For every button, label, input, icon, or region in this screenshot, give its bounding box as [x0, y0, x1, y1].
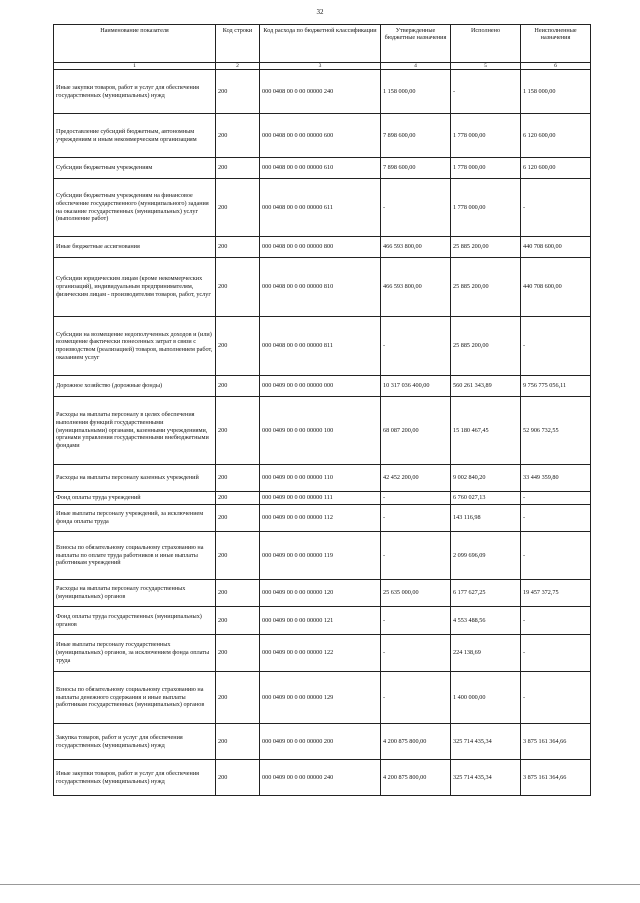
row-unexecuted-amount: - [521, 505, 591, 532]
row-unexecuted-amount: 6 120 600,00 [521, 158, 591, 179]
row-executed-amount: 143 116,98 [451, 505, 521, 532]
row-approved-amount: 1 158 000,00 [381, 70, 451, 114]
row-name: Взносы по обязательному социальному страхованию на выплаты по оплате труда работников и иные выплаты работникам учреждений [54, 532, 216, 580]
header-approved: Утвержденные бюджетные назначения [381, 25, 451, 63]
row-line-code: 200 [216, 179, 260, 237]
row-executed-amount: 1 778 000,00 [451, 158, 521, 179]
row-executed-amount: 560 261 343,89 [451, 376, 521, 397]
header-name: Наименование показателя [54, 25, 216, 63]
row-approved-amount: - [381, 532, 451, 580]
row-classification-code: 000 0409 00 0 00 00000 111 [260, 492, 381, 505]
row-name: Фонд оплаты труда государственных (муниципальных) органов [54, 607, 216, 635]
row-unexecuted-amount: 52 906 732,55 [521, 397, 591, 465]
row-classification-code: 000 0409 00 0 00 00000 240 [260, 760, 381, 796]
row-executed-amount: 25 885 200,00 [451, 237, 521, 258]
row-approved-amount: - [381, 317, 451, 376]
table-row [54, 492, 591, 505]
row-classification-code: 000 0408 00 0 00 00000 610 [260, 158, 381, 179]
table-row [54, 317, 591, 376]
row-name: Субсидии юридическим лицам (кроме некоммерческих организаций), индивидуальным предпринимателям, физическим лицам - производителям товаров, работ, услуг [54, 258, 216, 317]
row-name: Иные выплаты персоналу учреждений, за исключением фонда оплаты труда [54, 505, 216, 532]
row-classification-code: 000 0409 00 0 00 00000 110 [260, 465, 381, 492]
column-number: 2 [216, 63, 260, 70]
row-classification-code: 000 0408 00 0 00 00000 810 [260, 258, 381, 317]
row-line-code: 200 [216, 158, 260, 179]
row-approved-amount: 466 593 800,00 [381, 258, 451, 317]
row-unexecuted-amount: 440 708 600,00 [521, 237, 591, 258]
row-line-code: 200 [216, 492, 260, 505]
row-line-code: 200 [216, 635, 260, 672]
row-classification-code: 000 0408 00 0 00 00000 240 [260, 70, 381, 114]
table-body [54, 70, 591, 796]
table-header-row [54, 25, 591, 63]
row-name: Взносы по обязательному социальному страхованию на выплаты денежного содержания и иные выплаты работникам государственных (муниципальных) органов [54, 672, 216, 724]
table-row [54, 724, 591, 760]
page-number: 32 [316, 8, 324, 16]
row-name: Предоставление субсидий бюджетным, автономным учреждениям и иным некоммерческим организациям [54, 114, 216, 158]
row-unexecuted-amount: 440 708 600,00 [521, 258, 591, 317]
row-classification-code: 000 0408 00 0 00 00000 800 [260, 237, 381, 258]
row-line-code: 200 [216, 580, 260, 607]
row-approved-amount: 10 317 036 400,00 [381, 376, 451, 397]
row-line-code: 200 [216, 505, 260, 532]
row-unexecuted-amount: 33 449 359,80 [521, 465, 591, 492]
row-line-code: 200 [216, 70, 260, 114]
column-number: 5 [451, 63, 521, 70]
row-name: Субсидии бюджетным учреждениям [54, 158, 216, 179]
row-executed-amount: 224 138,69 [451, 635, 521, 672]
table-row [54, 376, 591, 397]
row-unexecuted-amount: - [521, 179, 591, 237]
row-unexecuted-amount: 3 875 161 364,66 [521, 724, 591, 760]
row-line-code: 200 [216, 317, 260, 376]
row-classification-code: 000 0409 00 0 00 00000 200 [260, 724, 381, 760]
row-approved-amount: - [381, 492, 451, 505]
row-unexecuted-amount: 1 158 000,00 [521, 70, 591, 114]
table-row [54, 258, 591, 317]
row-line-code: 200 [216, 724, 260, 760]
row-unexecuted-amount: - [521, 672, 591, 724]
column-number: 6 [521, 63, 591, 70]
row-classification-code: 000 0409 00 0 00 00000 122 [260, 635, 381, 672]
row-executed-amount: 1 778 000,00 [451, 179, 521, 237]
row-executed-amount: 25 885 200,00 [451, 317, 521, 376]
row-unexecuted-amount: - [521, 317, 591, 376]
row-approved-amount: - [381, 672, 451, 724]
row-executed-amount: 325 714 435,34 [451, 724, 521, 760]
row-line-code: 200 [216, 672, 260, 724]
table-row [54, 760, 591, 796]
row-name: Дорожное хозяйство (дорожные фонды) [54, 376, 216, 397]
row-classification-code: 000 0409 00 0 00 00000 120 [260, 580, 381, 607]
row-executed-amount: 325 714 435,34 [451, 760, 521, 796]
row-line-code: 200 [216, 760, 260, 796]
table-row [54, 465, 591, 492]
row-name: Закупка товаров, работ и услуг для обеспечения государственных (муниципальных) нужд [54, 724, 216, 760]
row-approved-amount: 4 200 875 800,00 [381, 760, 451, 796]
row-approved-amount: 7 898 600,00 [381, 114, 451, 158]
header-class-code: Код расхода по бюджетной классификации [260, 25, 381, 63]
table-row [54, 114, 591, 158]
table-row [54, 635, 591, 672]
row-executed-amount: 1 778 000,00 [451, 114, 521, 158]
row-name: Расходы на выплаты персоналу государственных (муниципальных) органов [54, 580, 216, 607]
row-name: Субсидии на возмещение недополученных доходов и (или) возмещение фактически понесенных затрат в связи с производством (реализацией) товаров, выполнением работ, оказанием услуг [54, 317, 216, 376]
row-executed-amount: 9 002 840,20 [451, 465, 521, 492]
row-name: Иные бюджетные ассигнования [54, 237, 216, 258]
row-classification-code: 000 0408 00 0 00 00000 600 [260, 114, 381, 158]
row-approved-amount: 466 593 800,00 [381, 237, 451, 258]
header-unexecuted: Неисполненные назначения [521, 25, 591, 63]
table-row [54, 397, 591, 465]
column-number: 1 [54, 63, 216, 70]
row-executed-amount: 4 553 488,56 [451, 607, 521, 635]
row-unexecuted-amount: - [521, 635, 591, 672]
row-line-code: 200 [216, 376, 260, 397]
row-unexecuted-amount: 9 756 775 056,11 [521, 376, 591, 397]
row-executed-amount: 2 099 696,09 [451, 532, 521, 580]
row-name: Иные закупки товаров, работ и услуг для обеспечения государственных (муниципальных) нужд [54, 70, 216, 114]
table-row [54, 672, 591, 724]
row-executed-amount: 1 400 000,00 [451, 672, 521, 724]
row-unexecuted-amount: 19 457 372,75 [521, 580, 591, 607]
row-unexecuted-amount: - [521, 607, 591, 635]
row-executed-amount: 25 885 200,00 [451, 258, 521, 317]
row-approved-amount: 42 452 200,00 [381, 465, 451, 492]
row-classification-code: 000 0409 00 0 00 00000 129 [260, 672, 381, 724]
row-executed-amount: - [451, 70, 521, 114]
table-row [54, 70, 591, 114]
row-line-code: 200 [216, 114, 260, 158]
row-name: Фонд оплаты труда учреждений [54, 492, 216, 505]
row-approved-amount: - [381, 505, 451, 532]
row-classification-code: 000 0409 00 0 00 00000 121 [260, 607, 381, 635]
table-row [54, 505, 591, 532]
row-line-code: 200 [216, 465, 260, 492]
row-unexecuted-amount: - [521, 492, 591, 505]
table-row [54, 237, 591, 258]
row-approved-amount: - [381, 635, 451, 672]
row-executed-amount: 6 177 627,25 [451, 580, 521, 607]
row-executed-amount: 6 760 027,13 [451, 492, 521, 505]
row-unexecuted-amount: - [521, 532, 591, 580]
row-name: Субсидии бюджетным учреждениям на финансовое обеспечение государственного (муниципального) задания на оказание государственных (муниципальных) услуг (выполнение работ) [54, 179, 216, 237]
row-line-code: 200 [216, 607, 260, 635]
row-name: Расходы на выплаты персоналу в целях обеспечения выполнения функций государственными (муниципальными) органами, казенными учреждениями, органами управления государственными внебюджетными фондами [54, 397, 216, 465]
row-unexecuted-amount: 6 120 600,00 [521, 114, 591, 158]
table-row [54, 532, 591, 580]
row-classification-code: 000 0409 00 0 00 00000 100 [260, 397, 381, 465]
row-line-code: 200 [216, 532, 260, 580]
row-unexecuted-amount: 3 875 161 364,66 [521, 760, 591, 796]
row-name: Иные закупки товаров, работ и услуг для обеспечения государственных (муниципальных) нужд [54, 760, 216, 796]
row-classification-code: 000 0409 00 0 00 00000 119 [260, 532, 381, 580]
row-name: Расходы на выплаты персоналу казенных учреждений [54, 465, 216, 492]
page-bottom-rule [0, 884, 640, 885]
table-row [54, 179, 591, 237]
row-classification-code: 000 0408 00 0 00 00000 611 [260, 179, 381, 237]
row-line-code: 200 [216, 237, 260, 258]
row-approved-amount: - [381, 607, 451, 635]
budget-execution-table [53, 24, 591, 796]
row-line-code: 200 [216, 258, 260, 317]
row-executed-amount: 15 180 467,45 [451, 397, 521, 465]
header-line-code: Код строки [216, 25, 260, 63]
column-number: 4 [381, 63, 451, 70]
row-line-code: 200 [216, 397, 260, 465]
row-approved-amount: 68 087 200,00 [381, 397, 451, 465]
header-executed: Исполнено [451, 25, 521, 63]
row-approved-amount: - [381, 179, 451, 237]
row-name: Иные выплаты персоналу государственных (муниципальных) органов, за исключением фонда оплаты труда [54, 635, 216, 672]
row-approved-amount: 25 635 000,00 [381, 580, 451, 607]
row-approved-amount: 4 200 875 800,00 [381, 724, 451, 760]
row-classification-code: 000 0409 00 0 00 00000 112 [260, 505, 381, 532]
column-number-row [54, 63, 591, 70]
row-classification-code: 000 0408 00 0 00 00000 811 [260, 317, 381, 376]
table-row [54, 580, 591, 607]
table-row [54, 158, 591, 179]
column-number: 3 [260, 63, 381, 70]
table-row [54, 607, 591, 635]
row-approved-amount: 7 898 600,00 [381, 158, 451, 179]
row-classification-code: 000 0409 00 0 00 00000 000 [260, 376, 381, 397]
